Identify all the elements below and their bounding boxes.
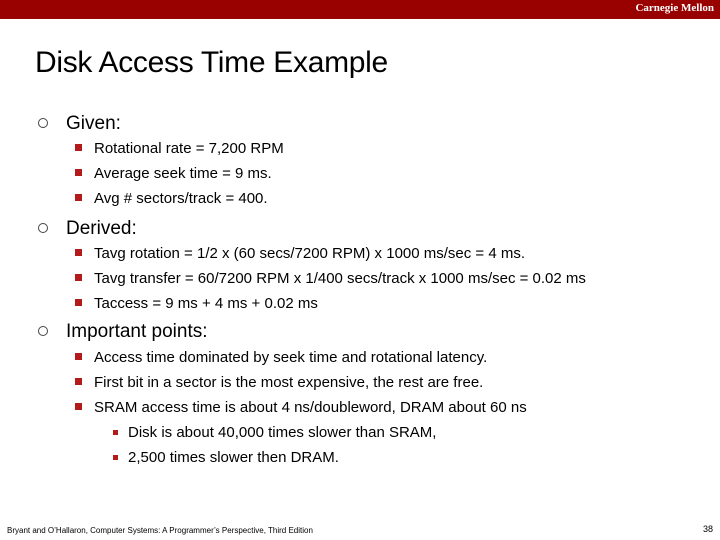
square-bullet-icon [75,378,82,385]
circle-bullet-icon [38,118,48,128]
sub-list-item: Disk is about 40,000 times slower than SRAM, [113,424,436,441]
list-item: Average seek time = 9 ms. [75,165,272,182]
sub-list-item: 2,500 times slower then DRAM. [113,449,339,466]
section-label: Given: [66,113,121,134]
header-bar [0,0,720,19]
list-item: Taccess = 9 ms + 4 ms + 0.02 ms [75,295,318,312]
circle-bullet-icon [38,326,48,336]
square-bullet-icon [75,353,82,360]
small-square-bullet-icon [113,455,118,460]
square-bullet-icon [75,249,82,256]
list-item: Tavg transfer = 60/7200 RPM x 1/400 secs/track x 1000 ms/sec = 0.02 ms [75,270,586,287]
square-bullet-icon [75,403,82,410]
list-item: Rotational rate = 7,200 RPM [75,140,284,157]
section-label: Important points: [66,321,208,342]
page-number: 38 [702,524,713,534]
square-bullet-icon [75,144,82,151]
small-square-bullet-icon [113,430,118,435]
list-item: First bit in a sector is the most expensive, the rest are free. [75,374,483,391]
slide-title: Disk Access Time Example [35,46,388,79]
list-item: Tavg rotation = 1/2 x (60 secs/7200 RPM) x 1000 ms/sec = 4 ms. [75,245,525,262]
square-bullet-icon [75,194,82,201]
square-bullet-icon [75,299,82,306]
circle-bullet-icon [38,223,48,233]
list-item: Avg # sectors/track = 400. [75,190,268,207]
section-label: Derived: [66,218,137,239]
list-item: Access time dominated by seek time and rotational latency. [75,349,487,366]
square-bullet-icon [75,169,82,176]
footer-citation: Bryant and O’Hallaron, Computer Systems: A Programmer’s Perspective, Third Edition [7,526,313,535]
square-bullet-icon [75,274,82,281]
brand-label: Carnegie Mellon [635,2,714,14]
list-item: SRAM access time is about 4 ns/doubleword, DRAM about 60 ns [75,399,527,416]
